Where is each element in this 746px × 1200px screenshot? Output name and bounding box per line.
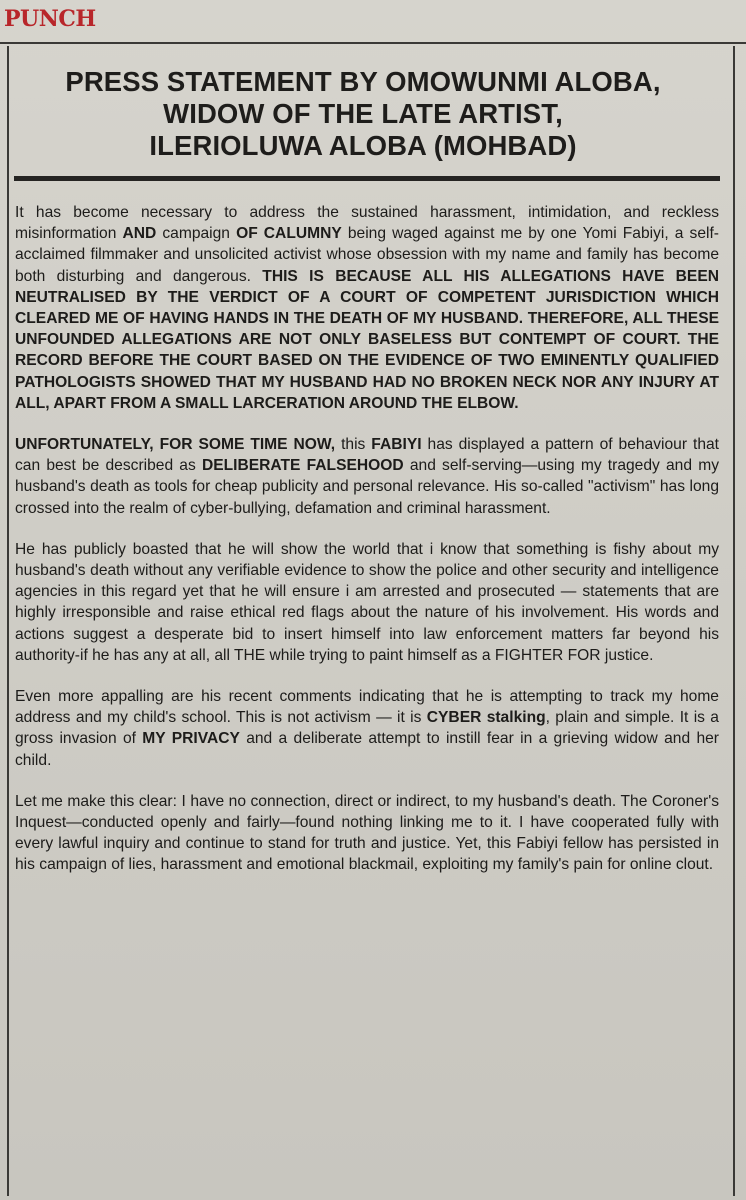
bold-text-run: AND <box>122 225 157 243</box>
text-run: Let me make this clear: I have no connection, direct or indirect, to my husband's death. The Coroner's Inquest—conducted openly and fairly—found nothing linking me to it. I have cooperated fully with every lawful inquiry and continue to stand for truth and justice. Yet, this Fabiyi fellow has persisted in his campaign of lies, harassment and emotional blackmail, exploiting my family's pain for online clout. <box>15 792 719 874</box>
headline-divider <box>14 176 720 181</box>
text-run: has displayed a pattern of behaviour that can best be described as <box>15 436 719 475</box>
punch-logo: PUNCH <box>4 6 96 32</box>
text-run: , plain and simple. It is a gross invasion of <box>15 709 719 748</box>
bold-text-run: CYBER stalking <box>426 709 546 727</box>
bold-text-run: UNFORTUNATELY, FOR SOME TIME NOW, <box>15 436 336 454</box>
bold-text-run: OF CALUMNY <box>236 225 342 243</box>
masthead-rule <box>0 42 746 44</box>
statement-body <box>15 202 719 896</box>
headline-line-1: PRESS STATEMENT BY OMOWUNMI ALOBA, <box>65 66 661 97</box>
statement-paragraph <box>15 791 719 876</box>
text-run: He has publicly boasted that he will show the world that i know that something is fishy about my husband's death without any verifiable evidence to show the police and other security and intelligence agencies in this regard yet that he will ensure i am arrested and prosecuted — statements that are highly irresponsible and raise ethical red flags about the nature of his involvement. His words and actions suggest a desperate bid to insert himself into law enforcement matters far beyond his authority-if he has any at all, all THE while trying to paint himself as a FIGHTER FOR justice. <box>15 540 719 664</box>
statement-paragraph <box>15 202 719 414</box>
text-run: campaign <box>156 225 237 243</box>
statement-paragraph <box>15 434 719 519</box>
text-run: It has become necessary to address the sustained harassment, intimidation, and reckless misinformation <box>15 204 719 243</box>
headline-line-2: WIDOW OF THE LATE ARTIST, <box>163 98 563 129</box>
bold-text-run: THIS IS BECAUSE ALL HIS ALLEGATIONS HAVE BEEN NEUTRALISED BY THE VERDICT OF A COURT OF COMPETENT JURISDICTION WHICH CLEARED ME OF HAVING HANDS IN THE DEATH OF MY HUSBAND. THEREFORE, ALL THESE UNFOUNDED ALLEGATIONS ARE NOT ONLY BASELESS BUT CONTEMPT OF COURT. THE RECORD BEFORE THE COURT BASED ON THE EVIDENCE OF TWO EMINENTLY QUALIFIED PATHOLOGISTS SHOWED THAT MY HUSBAND HAD NO BROKEN NECK NOR ANY INJURY AT ALL, APART FROM A SMALL LARCERATION AROUND THE ELBOW. <box>15 267 719 412</box>
text-run: being waged against me by one Yomi Fabiyi, a self-acclaimed filmmaker and unsolicited activist whose obsession with my name and family has become both disturbing and dangerous. <box>15 225 719 285</box>
bold-text-run: DELIBERATE FALSEHOOD <box>201 457 404 475</box>
text-run: and self-serving—using my tragedy and my husband's death as tools for cheap publicity and personal relevance. His so-called "activism" has long crossed into the realm of cyber-bullying, defamation and criminal harassment. <box>15 457 719 517</box>
text-run: Even more appalling are his recent comments indicating that he is attempting to track my home address and my child's school. This is not activism — it is <box>15 688 719 727</box>
press-statement-headline <box>10 66 716 162</box>
statement-paragraph <box>15 686 719 771</box>
bold-text-run: MY PRIVACY <box>142 730 240 748</box>
statement-paragraph <box>15 539 719 666</box>
text-run: and a deliberate attempt to instill fear in a grieving widow and her child. <box>15 730 719 769</box>
text-run: this <box>335 436 372 454</box>
bold-text-run: FABIYI <box>371 436 422 454</box>
headline-line-3: ILERIOLUWA ALOBA (MOHBAD) <box>149 130 577 161</box>
